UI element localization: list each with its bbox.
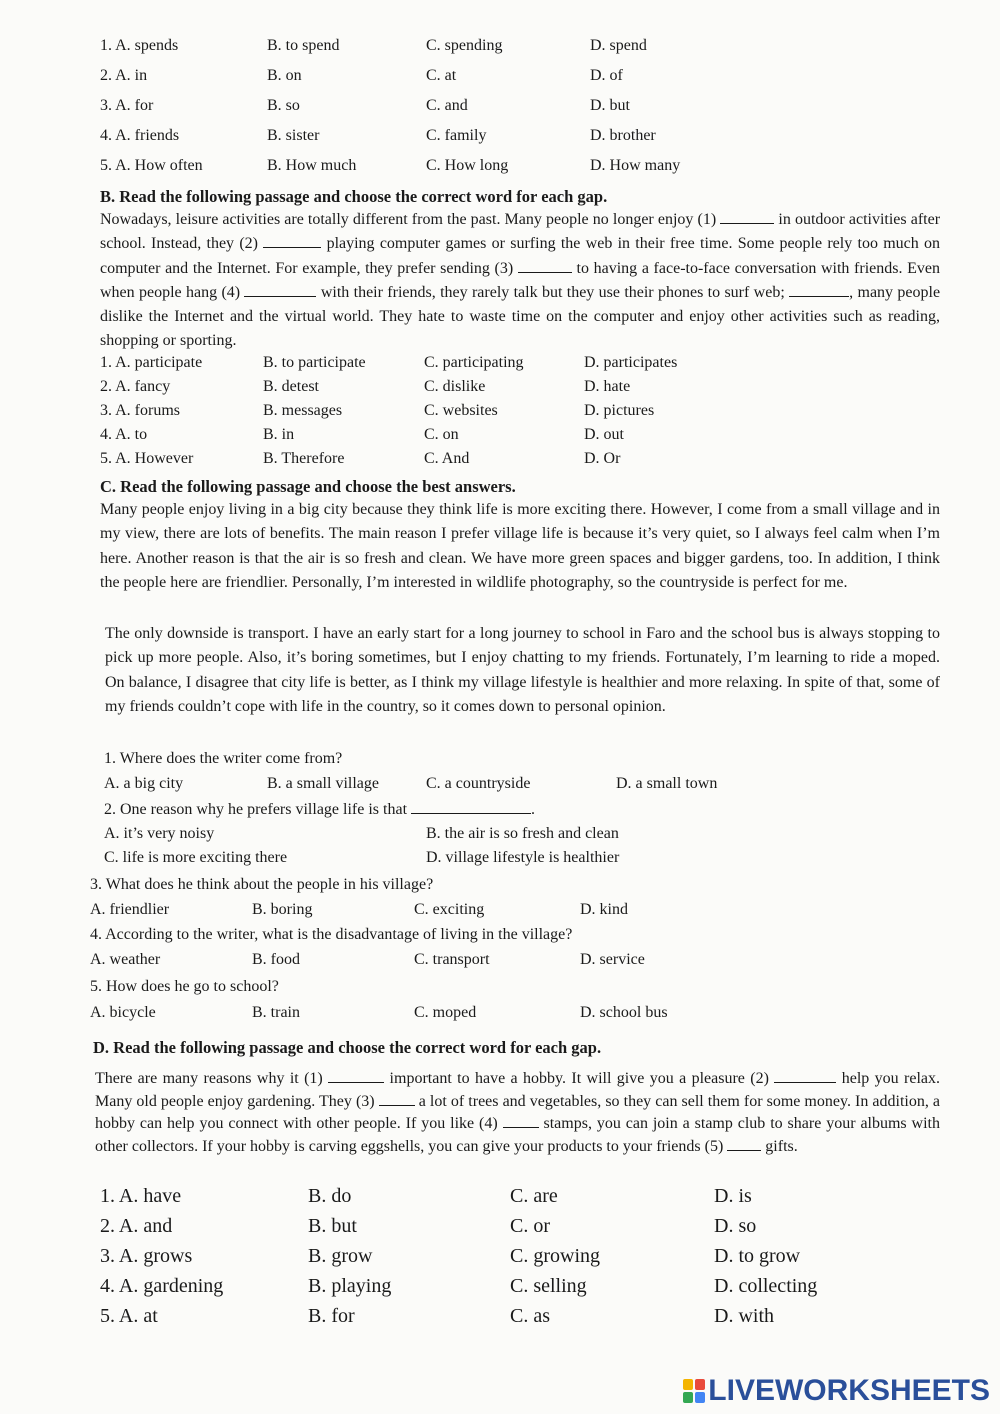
option[interactable]: C. a countryside [426, 775, 531, 792]
option[interactable]: B. Therefore [263, 450, 345, 467]
option[interactable]: B. playing [308, 1275, 392, 1297]
option[interactable]: C. spending [426, 37, 503, 54]
gap-4-blank[interactable] [244, 284, 316, 297]
option[interactable]: C. moped [414, 1004, 477, 1021]
option[interactable]: D. a small town [616, 775, 718, 792]
option[interactable]: C. at [426, 67, 457, 84]
partA-option-row-3 [100, 97, 960, 121]
option[interactable]: B. do [308, 1185, 352, 1207]
option[interactable]: D. hate [584, 378, 631, 395]
gap-5-blank[interactable] [789, 284, 849, 297]
option[interactable]: D. service [580, 951, 645, 968]
option[interactable]: D. is [714, 1185, 752, 1207]
question-5: 5. How does he go to school? [90, 978, 279, 995]
option[interactable]: B. food [252, 951, 300, 968]
option[interactable]: B. grow [308, 1245, 373, 1267]
option[interactable]: D. participates [584, 354, 678, 371]
option[interactable]: 4. A. gardening [100, 1275, 224, 1297]
option[interactable]: 4. A. to [100, 426, 148, 443]
option[interactable]: 4. A. friends [100, 127, 180, 144]
logo-tile [683, 1379, 693, 1390]
option[interactable]: C. selling [510, 1275, 587, 1297]
question-4-options [90, 951, 950, 975]
option[interactable]: C. on [424, 426, 459, 443]
liveworksheets-logo[interactable] [683, 1374, 990, 1408]
question-4: 4. According to the writer, what is the disadvantage of living in the village? [90, 926, 573, 943]
question-2: 2. One reason why he prefers village life is that . [104, 801, 536, 818]
option[interactable]: C. How long [426, 157, 509, 174]
option[interactable]: A. weather [90, 951, 161, 968]
option[interactable]: 1. A. have [100, 1185, 182, 1207]
partC-paragraph-2: The only downside is transport. I have an early start for a long journey to school in Faro and the school bus is always stopping to pick up more people. Also, it’s boring sometimes, but I enjoy chatting to my friends. Fortunately, I’m learning to ride a moped. On balance, I disagree that city life is better, as I think my village lifestyle is healthier and more relaxing. In spite of that, some of my friends couldn’t cope with life in the country, so it comes down to personal opinion. [105, 625, 940, 715]
option[interactable]: D. of [590, 67, 623, 84]
option[interactable]: B. so [267, 97, 300, 114]
option[interactable]: D. to grow [714, 1245, 801, 1267]
question-3: 3. What does he think about the people in his village? [90, 876, 434, 893]
option[interactable]: C. growing [510, 1245, 600, 1267]
option[interactable]: B. on [267, 67, 302, 84]
partC-paragraph-1: Many people enjoy living in a big city because they think life is more exciting there. However, I come from a small village and in my view, there are lots of benefits. The main reason I prefer village life is because it’s very quiet, so I always feel calm when I’m here. Another reason is that the air is so fresh and clean. We have more green spaces and bigger gardens, too. In addition, I think the people here are friendlier. Personally, I’m interested in wildlife photography, so the countryside is perfect for me. [100, 501, 940, 591]
option[interactable]: C. websites [424, 402, 498, 419]
option[interactable]: A. friendlier [90, 901, 170, 918]
question-2-options-row-2 [104, 849, 964, 873]
gap-3-blank[interactable] [379, 1093, 415, 1106]
logo-tile [695, 1379, 705, 1390]
option[interactable]: B. messages [263, 402, 343, 419]
partD-option-row-5 [100, 1305, 960, 1335]
gap-3-blank[interactable] [518, 260, 572, 273]
option[interactable]: 2. A. in [100, 67, 148, 84]
partA-option-row-5 [100, 157, 960, 181]
option[interactable]: D. so [714, 1215, 757, 1237]
gap-4-blank[interactable] [503, 1115, 539, 1128]
option[interactable]: B. for [308, 1305, 355, 1327]
option[interactable]: B. boring [252, 901, 313, 918]
option[interactable]: B. detest [263, 378, 319, 395]
option[interactable]: D. brother [590, 127, 656, 144]
option[interactable]: B. to spend [267, 37, 340, 54]
option[interactable]: B. sister [267, 127, 320, 144]
partD-option-row-1 [100, 1185, 960, 1215]
partB-option-row-1 [100, 354, 960, 378]
option[interactable]: B. How much [267, 157, 357, 174]
gap-1-blank[interactable] [720, 211, 774, 224]
partD-option-row-3 [100, 1245, 960, 1275]
question-3-options [90, 901, 950, 925]
partA-option-row-4 [100, 127, 960, 151]
option[interactable]: B. the air is so fresh and clean [426, 825, 619, 842]
option[interactable]: C. and [426, 97, 468, 114]
logo-tiles-icon [683, 1379, 705, 1403]
partD-option-row-4 [100, 1275, 960, 1305]
brand-name: LIVEWORKSHEETS [708, 1374, 990, 1407]
option[interactable]: 1. A. spends [100, 37, 179, 54]
option[interactable]: D. village lifestyle is healthier [426, 849, 620, 866]
question-1: 1. Where does the writer come from? [104, 750, 343, 767]
option[interactable]: 2. A. and [100, 1215, 173, 1237]
partD-option-row-2 [100, 1215, 960, 1245]
partC-heading: C. Read the following passage and choose the best answers. [100, 477, 516, 496]
partD-passage: There are many reasons why it (1) important to have a hobby. It will give you a pleasure (2) help you relax. Many old people enjoy gardening. They (3) a lot of trees and vegetables, so they can sell them for some money. In addition, a hobby can help you connect with other people. If you like (4) stamps, you can join a stamp club to share your albums with other collectors. If your hobby is carving eggshells, you can give your products to your friends (5) gifts. [95, 1070, 941, 1155]
option[interactable]: C. dislike [424, 378, 486, 395]
question-5-options [90, 1004, 950, 1028]
option[interactable]: C. life is more exciting there [104, 849, 288, 866]
option[interactable]: 3. A. for [100, 97, 154, 114]
option[interactable]: B. but [308, 1215, 357, 1237]
option[interactable]: 2. A. fancy [100, 378, 171, 395]
option[interactable]: B. to participate [263, 354, 366, 371]
partB-option-row-5 [100, 450, 960, 474]
partB-option-row-3 [100, 402, 960, 426]
partA-option-row-1 [100, 37, 960, 61]
option[interactable]: C. as [510, 1305, 550, 1327]
option[interactable]: C. family [426, 127, 487, 144]
gap-1-blank[interactable] [328, 1070, 384, 1083]
logo-tile [695, 1392, 705, 1403]
option[interactable]: D. pictures [584, 402, 655, 419]
option[interactable]: 3. A. grows [100, 1245, 193, 1267]
option[interactable]: A. a big city [104, 775, 184, 792]
partB-option-row-4 [100, 426, 960, 450]
option[interactable]: 3. A. forums [100, 402, 180, 419]
option[interactable]: D. out [584, 426, 624, 443]
option[interactable]: C. or [510, 1215, 550, 1237]
option[interactable]: 5. A. at [100, 1305, 158, 1327]
option[interactable]: C. exciting [414, 901, 485, 918]
gap-2-blank[interactable] [774, 1070, 836, 1083]
gap-2-blank[interactable] [263, 235, 321, 248]
option[interactable]: D. but [590, 97, 630, 114]
partA-option-row-2 [100, 67, 960, 91]
partB-passage: Nowadays, leisure activities are totally different from the past. Many people no longer enjoy (1) in outdoor activities after school. Instead, they (2) playing computer games or surfing the web in their free time. Some people rely too much on computer and the Internet. For example, they prefer sending (3) to having a face-to-face conversation with friends. Even when people hang (4) with their friends, they rarely talk but they use their phones to surf web; , many people dislike the Internet and the virtual world. They hate to waste time on the computer and enjoy other activities such as reading, shopping or sporting. [100, 211, 941, 350]
option[interactable]: 5. A. However [100, 450, 194, 467]
option[interactable]: B. in [263, 426, 295, 443]
option[interactable]: D. collecting [714, 1275, 818, 1297]
option[interactable]: 5. A. How often [100, 157, 203, 174]
option[interactable]: D. school bus [580, 1004, 668, 1021]
question-1-options [104, 775, 964, 799]
option[interactable]: 1. A. participate [100, 354, 203, 371]
option[interactable]: A. bicycle [90, 1004, 156, 1021]
option[interactable]: B. train [252, 1004, 300, 1021]
option[interactable]: D. spend [590, 37, 647, 54]
question-2-options-row-1 [104, 825, 964, 849]
option[interactable]: D. kind [580, 901, 628, 918]
option[interactable]: D. with [714, 1305, 774, 1327]
gap-5-blank[interactable] [727, 1138, 761, 1151]
option[interactable]: B. a small village [267, 775, 379, 792]
option[interactable]: C. transport [414, 951, 490, 968]
option[interactable]: D. How many [590, 157, 681, 174]
partB-heading: B. Read the following passage and choose the correct word for each gap. [100, 187, 608, 206]
logo-tile [683, 1392, 693, 1403]
question-2-blank[interactable] [411, 801, 531, 814]
option[interactable]: C. And [424, 450, 470, 467]
option[interactable]: D. Or [584, 450, 621, 467]
option[interactable]: C. participating [424, 354, 524, 371]
partB-option-row-2 [100, 378, 960, 402]
option[interactable]: C. are [510, 1185, 558, 1207]
option[interactable]: A. it’s very noisy [104, 825, 215, 842]
partD-heading: D. Read the following passage and choose the correct word for each gap. [93, 1038, 602, 1057]
